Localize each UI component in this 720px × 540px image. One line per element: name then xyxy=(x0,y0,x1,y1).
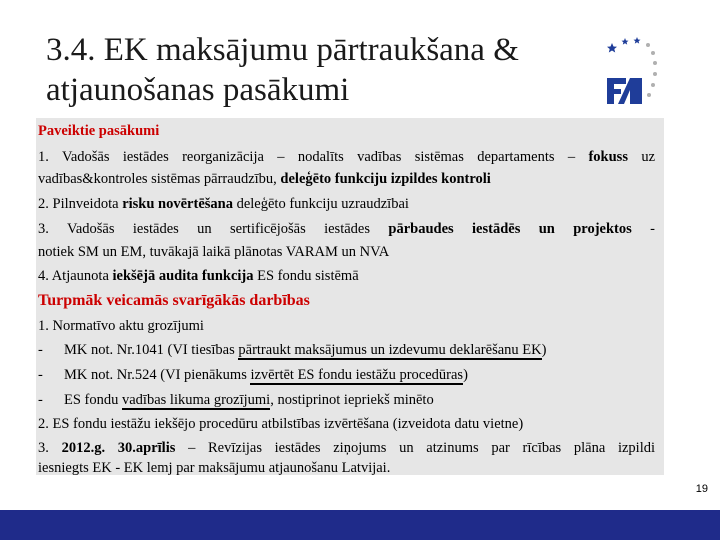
next-item3-line2: iesniegts EK - EK lemj par maksājumu atjaunošanu Latvijai. xyxy=(38,460,391,476)
next-subitem1: - MK not. Nr.1041 (VI tiesības pārtraukt maksājumus un izdevumu deklarēšanu EK) xyxy=(38,342,547,358)
section-heading-next: Turpmāk veicamās svarīgākās darbības xyxy=(38,292,310,309)
next-item1: 1. Normatīvo aktu grozījumi xyxy=(38,318,204,334)
next-subitem3: - ES fondu vadības likuma grozījumi, nostiprinot iepriekš minēto xyxy=(38,392,434,408)
next-item3-line1: 3. 2012.g. 30.aprīlis – Revīzijas iestādes ziņojums un atzinums par rīcības plāna izpildi xyxy=(38,440,655,456)
fm-logo-icon xyxy=(592,30,662,110)
item2: 2. Pilnveidota risku novērtēšana deleģēto funkciju uzraudzībai xyxy=(38,196,409,212)
title-line-1: 3.4. EK maksājumu pārtraukšana & xyxy=(46,32,519,68)
page-number: 19 xyxy=(695,483,708,495)
section-heading-done: Paveiktie pasākumi xyxy=(38,123,160,139)
item3-line2: notiek SM un EM, tuvākajā laikā plānotas VARAM un NVA xyxy=(38,244,390,260)
next-item2: 2. ES fondu iestāžu iekšējo procedūru atbilstības izvērtēšana (izveidota datu vietne) xyxy=(38,416,524,432)
title-line-2: atjaunošanas pasākumi xyxy=(46,72,350,108)
item4: 4. Atjaunota iekšējā audita funkcija ES fondu sistēmā xyxy=(38,268,359,284)
next-subitem2: - MK not. Nr.524 (VI pienākums izvērtēt ES fondu iestāžu procedūras) xyxy=(38,367,468,383)
item3-line1: 3. Vadošās iestādes un sertificējošās iestādes pārbaudes iestādēs un projektos - xyxy=(38,221,655,237)
slide-title xyxy=(46,30,646,110)
item1-line1: 1. Vadošās iestādes reorganizācija – nodalīts vadības sistēmas departaments – fokuss uz xyxy=(38,149,655,165)
item1-line2: vadības&kontroles sistēmas pārraudzību, deleģēto funkciju izpildes kontroli xyxy=(38,171,491,187)
footer-bar xyxy=(0,510,720,540)
